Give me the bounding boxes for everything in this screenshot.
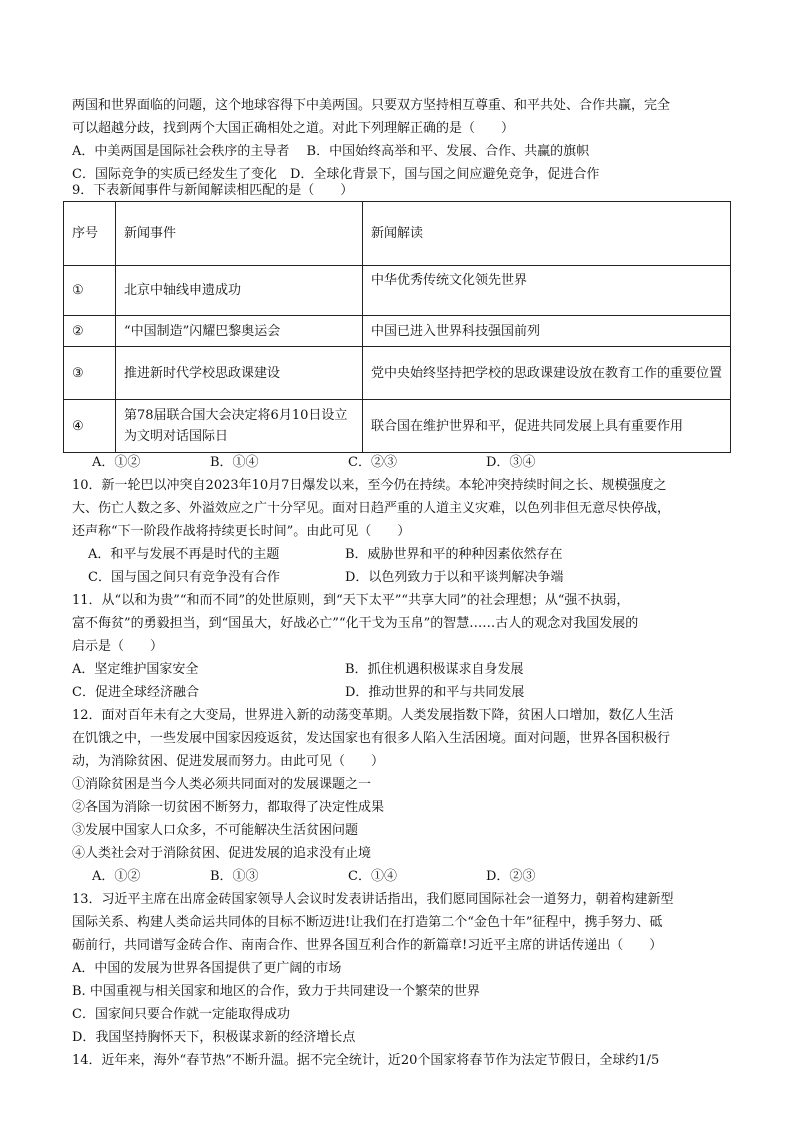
q13-option-a: A．中国的发展为世界各国提供了更广阔的市场	[72, 961, 342, 976]
q12-option-b: B．①③	[210, 869, 259, 884]
q9-news-table	[63, 201, 731, 453]
q11-line-1: 11．从“以和为贵”“和而不同”的处世原则，到“天下太平”“共享大同”的社会理想；从“强不执弱，	[72, 593, 630, 608]
q12-line-2: 在饥饿之中，一些发展中国家因疫返贫，发达国家也有很多人陷入生活困境。面对问题，世界各国积极行	[72, 731, 671, 746]
q12-option-d: D．②③	[486, 869, 536, 884]
q8-options-ab: A．中美两国是国际社会秩序的主导者 B．中国始终高举和平、发展、合作、共赢的旗帜	[72, 144, 590, 159]
q13-option-c: C．国家间只要合作就一定能取得成功	[72, 1007, 290, 1022]
q9-option-d: D．③④	[486, 455, 536, 470]
q12-statement-4: ④人类社会对于消除贫困、促进发展的追求没有止境	[72, 846, 372, 861]
q9-option-b: B．①④	[210, 455, 259, 470]
q9-stem: 9．下表新闻事件与新闻解读相匹配的是（ ）	[72, 183, 354, 198]
q10-line-2: 大、伤亡人数之多、外溢效应之广十分罕见。面对日趋严重的人道主义灾难，以色列非但无意尽快停战，	[72, 501, 671, 516]
q8-stem-line-1: 两国和世界面临的问题，这个地球容得下中美两国。只要双方坚持相互尊重、和平共处、合作共赢，完全	[72, 98, 671, 113]
row-reading: 中华优秀传统文化领先世界	[363, 266, 731, 316]
q8-stem-line-2: 可以超越分歧，找到两个大国正确相处之道。对此下列理解正确的是（ ）	[72, 121, 515, 136]
q12-option-a: A．①②	[92, 869, 141, 884]
header-no: 序号	[64, 202, 116, 266]
row-no: ③	[64, 347, 116, 400]
q9-option-a: A．①②	[92, 455, 141, 470]
row-reading: 中国已进入世界科技强国前列	[363, 316, 731, 347]
table-header-row	[64, 202, 731, 266]
row-reading: 联合国在维护世界和平，促进共同发展上具有重要作用	[363, 400, 731, 453]
table-row	[64, 400, 731, 453]
q14-line-1: 14．近年来，海外“春节热”不断升温。据不完全统计，近20个国家将春节作为法定节假日，全球约1/5	[72, 1053, 660, 1068]
q12-statement-3: ③发展中国家人口众多，不可能解决生活贫困问题	[72, 823, 359, 838]
q12-line-1: 12．面对百年未有之大变局，世界进入新的动荡变革期。人类发展指数下降，贫困人口增加，数亿人生活	[72, 708, 674, 723]
q10-option-d: D．以色列致力于以和平谈判解决争端	[345, 570, 564, 585]
row-event: 北京中轴线申遗成功	[116, 266, 363, 316]
row-no: ②	[64, 316, 116, 347]
q13-line-2: 国际关系、构建人类命运共同体的目标不断迈进!让我们在打造第二个“金色十年”征程中，携手努力、砥	[72, 915, 663, 930]
q13-option-b: B. 中国重视与相关国家和地区的合作，致力于共同建设一个繁荣的世界	[72, 984, 480, 999]
q11-line-3: 启示是（ ）	[72, 639, 164, 654]
q12-option-c: C．①④	[348, 869, 397, 884]
table-row	[64, 316, 731, 347]
q11-option-b: B．抓住机遇积极谋求自身发展	[345, 662, 524, 677]
q11-option-a: A．坚定维护国家安全	[72, 662, 199, 677]
table-row	[64, 266, 731, 316]
q13-option-d: D．我国坚持胸怀天下，积极谋求新的经济增长点	[72, 1030, 356, 1045]
q13-line-1: 13．习近平主席在出席金砖国家领导人会议时发表讲话指出，我们愿同国际社会一道努力，朝着构建新型	[72, 892, 674, 907]
header-reading: 新闻解读	[363, 202, 731, 266]
row-reading: 党中央始终坚持把学校的思政课建设放在教育工作的重要位置	[363, 347, 731, 400]
q10-option-a: A．和平与发展不再是时代的主题	[88, 547, 280, 562]
table-row	[64, 347, 731, 400]
q12-line-3: 动，为消除贫困、促进发展而努力。由此可见（ ）	[72, 754, 385, 769]
q13-line-3: 砺前行，共同谱写金砖合作、南南合作、世界各国互利合作的新篇章!习近平主席的讲话传递出（ ）	[72, 938, 663, 953]
q11-option-d: D．推动世界的和平与共同发展	[345, 685, 525, 700]
q8-options-cd: C．国际竞争的实质已经发生了变化 D．全球化背景下，国与国之间应避免竞争，促进合作	[72, 167, 600, 182]
q11-option-c: C．促进全球经济融合	[72, 685, 199, 700]
row-no: ④	[64, 400, 116, 453]
q12-statement-1: ①消除贫困是当今人类必须共同面对的发展课题之一	[72, 777, 372, 792]
row-event: 第78届联合国大会决定将6月10日设立为文明对话国际日	[116, 400, 363, 453]
q10-option-b: B．威胁世界和平的种种因素依然存在	[345, 547, 563, 562]
row-event: 推进新时代学校思政课建设	[116, 347, 363, 400]
q11-line-2: 富不侮贫”的勇毅担当，到“国虽大，好战必亡”“化干戈为玉帛”的智慧……古人的观念对我国发展的	[72, 616, 639, 631]
q10-line-1: 10．新一轮巴以冲突自2023年10月7日爆发以来，至今仍在持续。本轮冲突持续时间之长、规模强度之	[72, 478, 667, 493]
q9-option-c: C．②③	[348, 455, 397, 470]
row-no: ①	[64, 266, 116, 316]
row-event: “中国制造”闪耀巴黎奥运会	[116, 316, 363, 347]
header-event: 新闻事件	[116, 202, 363, 266]
q12-statement-2: ②各国为消除一切贫困不断努力，都取得了决定性成果	[72, 800, 385, 815]
q10-option-c: C．国与国之间只有竞争没有合作	[88, 570, 280, 585]
q10-line-3: 还声称“下一阶段作战将持续更长时间”。由此可见（ ）	[72, 524, 411, 539]
